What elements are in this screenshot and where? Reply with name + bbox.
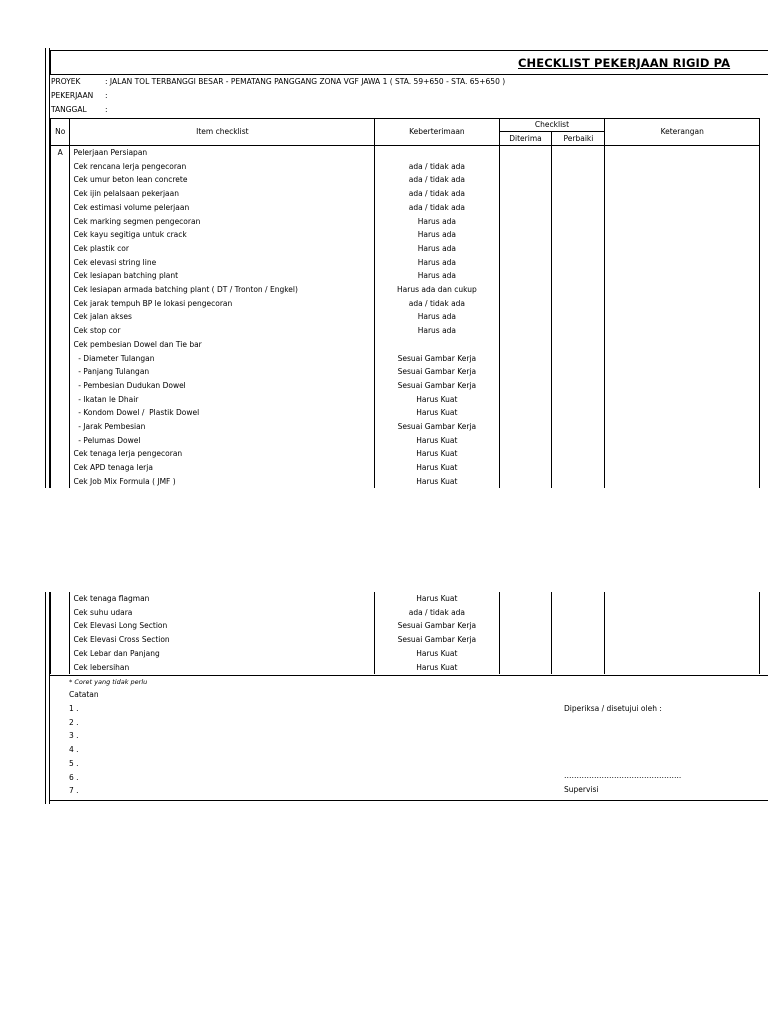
row-item: Cek pembesian Dowel dan Tie bar: [70, 338, 375, 352]
table-bottom-border: [50, 675, 768, 676]
row-no: [51, 256, 70, 270]
row-perbaiki-cell: [552, 173, 605, 187]
row-no: [51, 310, 70, 324]
row-diterima-cell: [499, 215, 552, 229]
header-keberterimaan: Keberterimaan: [375, 119, 499, 146]
row-no: [51, 647, 70, 661]
table-row: [51, 160, 760, 174]
row-diterima-cell: [499, 297, 552, 311]
row-perbaiki-cell: [552, 352, 605, 366]
row-item: Cek APD tenaga lerja: [70, 461, 375, 475]
row-keterangan-cell: [605, 647, 760, 661]
table-row: [51, 297, 760, 311]
proyek-value: : JALAN TOL TERBANGGI BESAR - PEMATANG PANGGANG ZONA VGF JAWA 1 ( STA. 59+650 - STA. 65+650 ): [105, 77, 506, 86]
row-diterima-cell: [499, 269, 552, 283]
row-perbaiki-cell: [552, 201, 605, 215]
row-keterangan-cell: [605, 283, 760, 297]
row-keterangan-cell: [605, 146, 760, 160]
row-diterima-cell: [499, 256, 552, 270]
row-keterangan-cell: [605, 633, 760, 647]
header-diterima: Diterima: [499, 132, 552, 146]
row-item: - Ikatan le Dhair: [70, 393, 375, 407]
row-perbaiki-cell: [552, 619, 605, 633]
row-no: [51, 619, 70, 633]
table-row: [51, 475, 760, 488]
row-item: Cek umur beton lean concrete: [70, 173, 375, 187]
row-diterima-cell: [499, 338, 552, 352]
row-keterangan-cell: [605, 365, 760, 379]
row-keterangan-cell: [605, 420, 760, 434]
row-no: [51, 283, 70, 297]
note-line: 4 .: [69, 745, 79, 755]
row-diterima-cell: [499, 475, 552, 488]
row-keberterimaan: Harus Kuat: [375, 647, 499, 661]
sheet-bottom-border: [50, 800, 768, 801]
header-item: Item checklist: [70, 119, 375, 146]
row-perbaiki-cell: [552, 475, 605, 488]
row-keberterimaan: Harus ada: [375, 269, 499, 283]
row-no: [51, 365, 70, 379]
signature-line: ………………………………………..: [564, 771, 682, 780]
row-item: Cek elevasi string line: [70, 256, 375, 270]
row-no: [51, 393, 70, 407]
row-perbaiki-cell: [552, 365, 605, 379]
row-keterangan-cell: [605, 338, 760, 352]
row-item: - Pelumas Dowel: [70, 434, 375, 448]
header-perbaiki: Perbaiki: [552, 132, 605, 146]
row-keterangan-cell: [605, 661, 760, 675]
row-keberterimaan: ada / tidak ada: [375, 160, 499, 174]
tanggal-value: :: [105, 105, 108, 114]
note-line: 5 .: [69, 758, 79, 768]
approval-label: Diperiksa / disetujui oleh :: [564, 704, 662, 713]
table-row: [51, 215, 760, 229]
note-line: 2 .: [69, 717, 79, 727]
table-row: [51, 201, 760, 215]
row-perbaiki-cell: [552, 215, 605, 229]
table-row: [51, 619, 760, 633]
row-diterima-cell: [499, 447, 552, 461]
row-perbaiki-cell: [552, 324, 605, 338]
row-perbaiki-cell: [552, 420, 605, 434]
row-diterima-cell: [499, 352, 552, 366]
row-perbaiki-cell: [552, 283, 605, 297]
row-keterangan-cell: [605, 215, 760, 229]
row-keterangan-cell: [605, 619, 760, 633]
note-line: 6 .: [69, 772, 79, 782]
table-row: [51, 661, 760, 675]
row-keberterimaan: Harus ada dan cukup: [375, 283, 499, 297]
checklist-sheet-bottom: [45, 592, 768, 804]
row-item: Cek lesiapan batching plant: [70, 269, 375, 283]
row-item: Cek Job Mix Formula ( JMF ): [70, 475, 375, 488]
row-keterangan-cell: [605, 461, 760, 475]
row-keterangan-cell: [605, 406, 760, 420]
row-diterima-cell: [499, 310, 552, 324]
header-checklist: Checklist: [499, 119, 605, 132]
proyek-label: PROYEK: [51, 77, 81, 86]
table-row: [51, 406, 760, 420]
row-perbaiki-cell: [552, 269, 605, 283]
note-line: 7 .: [69, 786, 79, 796]
row-keberterimaan: ada / tidak ada: [375, 297, 499, 311]
row-item: Pelerjaan Persiapan: [70, 146, 375, 160]
table-row: [51, 146, 760, 160]
row-no: [51, 228, 70, 242]
row-diterima-cell: [499, 146, 552, 160]
row-item: - Diameter Tulangan: [70, 352, 375, 366]
row-item: Cek estimasi volume pelerjaan: [70, 201, 375, 215]
table-row: [51, 228, 760, 242]
row-keberterimaan: Harus Kuat: [375, 475, 499, 488]
row-diterima-cell: [499, 228, 552, 242]
table-row: [51, 324, 760, 338]
checklist-sheet-top: [45, 48, 768, 488]
row-item: Cek stop cor: [70, 324, 375, 338]
row-no: [51, 406, 70, 420]
table-row: [51, 379, 760, 393]
row-perbaiki-cell: [552, 297, 605, 311]
row-perbaiki-cell: [552, 160, 605, 174]
row-diterima-cell: [499, 619, 552, 633]
table-row: [51, 633, 760, 647]
row-keterangan-cell: [605, 256, 760, 270]
row-item: Cek Elevasi Cross Section: [70, 633, 375, 647]
row-keberterimaan: Harus Kuat: [375, 461, 499, 475]
table-row: [51, 592, 760, 606]
row-keterangan-cell: [605, 324, 760, 338]
row-keberterimaan: Sesuai Gambar Kerja: [375, 379, 499, 393]
row-perbaiki-cell: [552, 338, 605, 352]
row-perbaiki-cell: [552, 647, 605, 661]
row-no: [51, 160, 70, 174]
table-row: [51, 434, 760, 448]
table-row: [51, 256, 760, 270]
row-no: [51, 434, 70, 448]
note-line: 3 .: [69, 731, 79, 741]
row-diterima-cell: [499, 201, 552, 215]
row-perbaiki-cell: [552, 187, 605, 201]
row-keberterimaan: Harus Kuat: [375, 393, 499, 407]
row-keberterimaan: Harus ada: [375, 242, 499, 256]
row-no: [51, 420, 70, 434]
row-diterima-cell: [499, 187, 552, 201]
row-perbaiki-cell: [552, 461, 605, 475]
table-row: [51, 447, 760, 461]
table-row: [51, 269, 760, 283]
row-diterima-cell: [499, 160, 552, 174]
row-no: [51, 606, 70, 620]
table-row: [51, 420, 760, 434]
table-row: [51, 187, 760, 201]
row-no: [51, 215, 70, 229]
row-perbaiki-cell: [552, 661, 605, 675]
row-keberterimaan: Harus ada: [375, 310, 499, 324]
table-row: [51, 310, 760, 324]
row-no: A: [51, 146, 70, 160]
row-keberterimaan: Harus Kuat: [375, 661, 499, 675]
pekerjaan-line: [51, 91, 108, 100]
row-keberterimaan: Harus Kuat: [375, 434, 499, 448]
document-title: CHECKLIST PEKERJAAN RIGID PA: [518, 56, 731, 70]
row-keberterimaan: Harus ada: [375, 215, 499, 229]
row-perbaiki-cell: [552, 592, 605, 606]
row-perbaiki-cell: [552, 447, 605, 461]
header-no: No: [51, 119, 70, 146]
pekerjaan-value: :: [105, 91, 108, 100]
row-diterima-cell: [499, 420, 552, 434]
row-no: [51, 201, 70, 215]
table-row: [51, 338, 760, 352]
catatan-label: Catatan: [69, 690, 99, 699]
row-keberterimaan: [375, 146, 499, 160]
row-keberterimaan: ada / tidak ada: [375, 187, 499, 201]
row-item: - Jarak Pembesian: [70, 420, 375, 434]
row-keberterimaan: Harus ada: [375, 256, 499, 270]
row-item: - Panjang Tulangan: [70, 365, 375, 379]
row-keberterimaan: Harus ada: [375, 228, 499, 242]
title-box: [50, 50, 768, 75]
row-item: Cek lesiapan armada batching plant ( DT / Tronton / Engkel): [70, 283, 375, 297]
table-row: [51, 606, 760, 620]
row-item: Cek suhu udara: [70, 606, 375, 620]
row-keberterimaan: Sesuai Gambar Kerja: [375, 619, 499, 633]
row-no: [51, 379, 70, 393]
row-no: [51, 324, 70, 338]
row-keberterimaan: Harus Kuat: [375, 447, 499, 461]
row-keterangan-cell: [605, 352, 760, 366]
row-no: [51, 633, 70, 647]
supervisi-label: Supervisi: [564, 785, 599, 794]
row-keterangan-cell: [605, 592, 760, 606]
row-diterima-cell: [499, 283, 552, 297]
table-row: [51, 365, 760, 379]
row-keberterimaan: Sesuai Gambar Kerja: [375, 633, 499, 647]
row-keterangan-cell: [605, 434, 760, 448]
row-perbaiki-cell: [552, 434, 605, 448]
row-keberterimaan: Harus Kuat: [375, 592, 499, 606]
row-keberterimaan: ada / tidak ada: [375, 606, 499, 620]
table-row: [51, 393, 760, 407]
row-diterima-cell: [499, 324, 552, 338]
row-perbaiki-cell: [552, 242, 605, 256]
row-no: [51, 269, 70, 283]
row-keberterimaan: Sesuai Gambar Kerja: [375, 352, 499, 366]
row-keberterimaan: [375, 338, 499, 352]
header-keterangan: Keterangan: [605, 119, 760, 146]
row-diterima-cell: [499, 242, 552, 256]
row-keterangan-cell: [605, 447, 760, 461]
row-item: Cek marking segmen pengecoran: [70, 215, 375, 229]
row-no: [51, 592, 70, 606]
row-item: Cek Lebar dan Panjang: [70, 647, 375, 661]
row-item: Cek rencana lerja pengecoran: [70, 160, 375, 174]
row-diterima-cell: [499, 647, 552, 661]
row-keberterimaan: ada / tidak ada: [375, 201, 499, 215]
row-item: Cek tenaga lerja pengecoran: [70, 447, 375, 461]
row-diterima-cell: [499, 379, 552, 393]
row-diterima-cell: [499, 461, 552, 475]
row-no: [51, 447, 70, 461]
row-keterangan-cell: [605, 393, 760, 407]
row-diterima-cell: [499, 633, 552, 647]
row-no: [51, 297, 70, 311]
table-row: [51, 647, 760, 661]
pekerjaan-label: PEKERJAAN: [51, 91, 94, 100]
table-row: [51, 283, 760, 297]
row-perbaiki-cell: [552, 393, 605, 407]
row-keterangan-cell: [605, 297, 760, 311]
table-row: [51, 242, 760, 256]
row-keberterimaan: Sesuai Gambar Kerja: [375, 365, 499, 379]
row-keberterimaan: Harus Kuat: [375, 406, 499, 420]
checklist-table-continued: [50, 592, 760, 674]
table-row: [51, 173, 760, 187]
tanggal-label: TANGGAL: [51, 105, 87, 114]
row-item: Cek ijin pelalsaan pekerjaan: [70, 187, 375, 201]
row-item: Cek jarak tempuh BP le lokasi pengecoran: [70, 297, 375, 311]
row-keterangan-cell: [605, 173, 760, 187]
row-diterima-cell: [499, 365, 552, 379]
row-diterima-cell: [499, 434, 552, 448]
checklist-table: [50, 118, 760, 488]
row-diterima-cell: [499, 393, 552, 407]
row-keterangan-cell: [605, 187, 760, 201]
note-line: 1 .: [69, 704, 79, 713]
row-item: Cek tenaga flagman: [70, 592, 375, 606]
row-item: Cek jalan akses: [70, 310, 375, 324]
row-no: [51, 187, 70, 201]
row-keterangan-cell: [605, 269, 760, 283]
row-keberterimaan: Sesuai Gambar Kerja: [375, 420, 499, 434]
tanggal-line: [51, 105, 108, 114]
row-perbaiki-cell: [552, 228, 605, 242]
row-diterima-cell: [499, 173, 552, 187]
footnote: * Coret yang tidak perlu: [69, 678, 148, 686]
row-keberterimaan: Harus ada: [375, 324, 499, 338]
row-perbaiki-cell: [552, 146, 605, 160]
row-perbaiki-cell: [552, 379, 605, 393]
row-perbaiki-cell: [552, 406, 605, 420]
row-diterima-cell: [499, 592, 552, 606]
table-row: [51, 352, 760, 366]
row-diterima-cell: [499, 661, 552, 675]
row-no: [51, 173, 70, 187]
row-no: [51, 352, 70, 366]
row-keterangan-cell: [605, 242, 760, 256]
proyek-line: [51, 77, 505, 86]
row-perbaiki-cell: [552, 633, 605, 647]
table-row: [51, 461, 760, 475]
row-no: [51, 242, 70, 256]
row-keberterimaan: ada / tidak ada: [375, 173, 499, 187]
row-keterangan-cell: [605, 201, 760, 215]
row-perbaiki-cell: [552, 256, 605, 270]
row-diterima-cell: [499, 406, 552, 420]
row-no: [51, 475, 70, 488]
row-keterangan-cell: [605, 228, 760, 242]
row-item: Cek Elevasi Long Section: [70, 619, 375, 633]
row-perbaiki-cell: [552, 606, 605, 620]
row-perbaiki-cell: [552, 310, 605, 324]
row-keterangan-cell: [605, 475, 760, 488]
row-item: - Kondom Dowel / Plastik Dowel: [70, 406, 375, 420]
row-item: Cek lebersihan: [70, 661, 375, 675]
row-item: Cek plastik cor: [70, 242, 375, 256]
row-no: [51, 661, 70, 675]
row-keterangan-cell: [605, 160, 760, 174]
row-diterima-cell: [499, 606, 552, 620]
row-item: Cek kayu segitiga untuk crack: [70, 228, 375, 242]
row-keterangan-cell: [605, 606, 760, 620]
row-keterangan-cell: [605, 310, 760, 324]
row-keterangan-cell: [605, 379, 760, 393]
row-no: [51, 461, 70, 475]
row-item: - Pembesian Dudukan Dowel: [70, 379, 375, 393]
row-no: [51, 338, 70, 352]
